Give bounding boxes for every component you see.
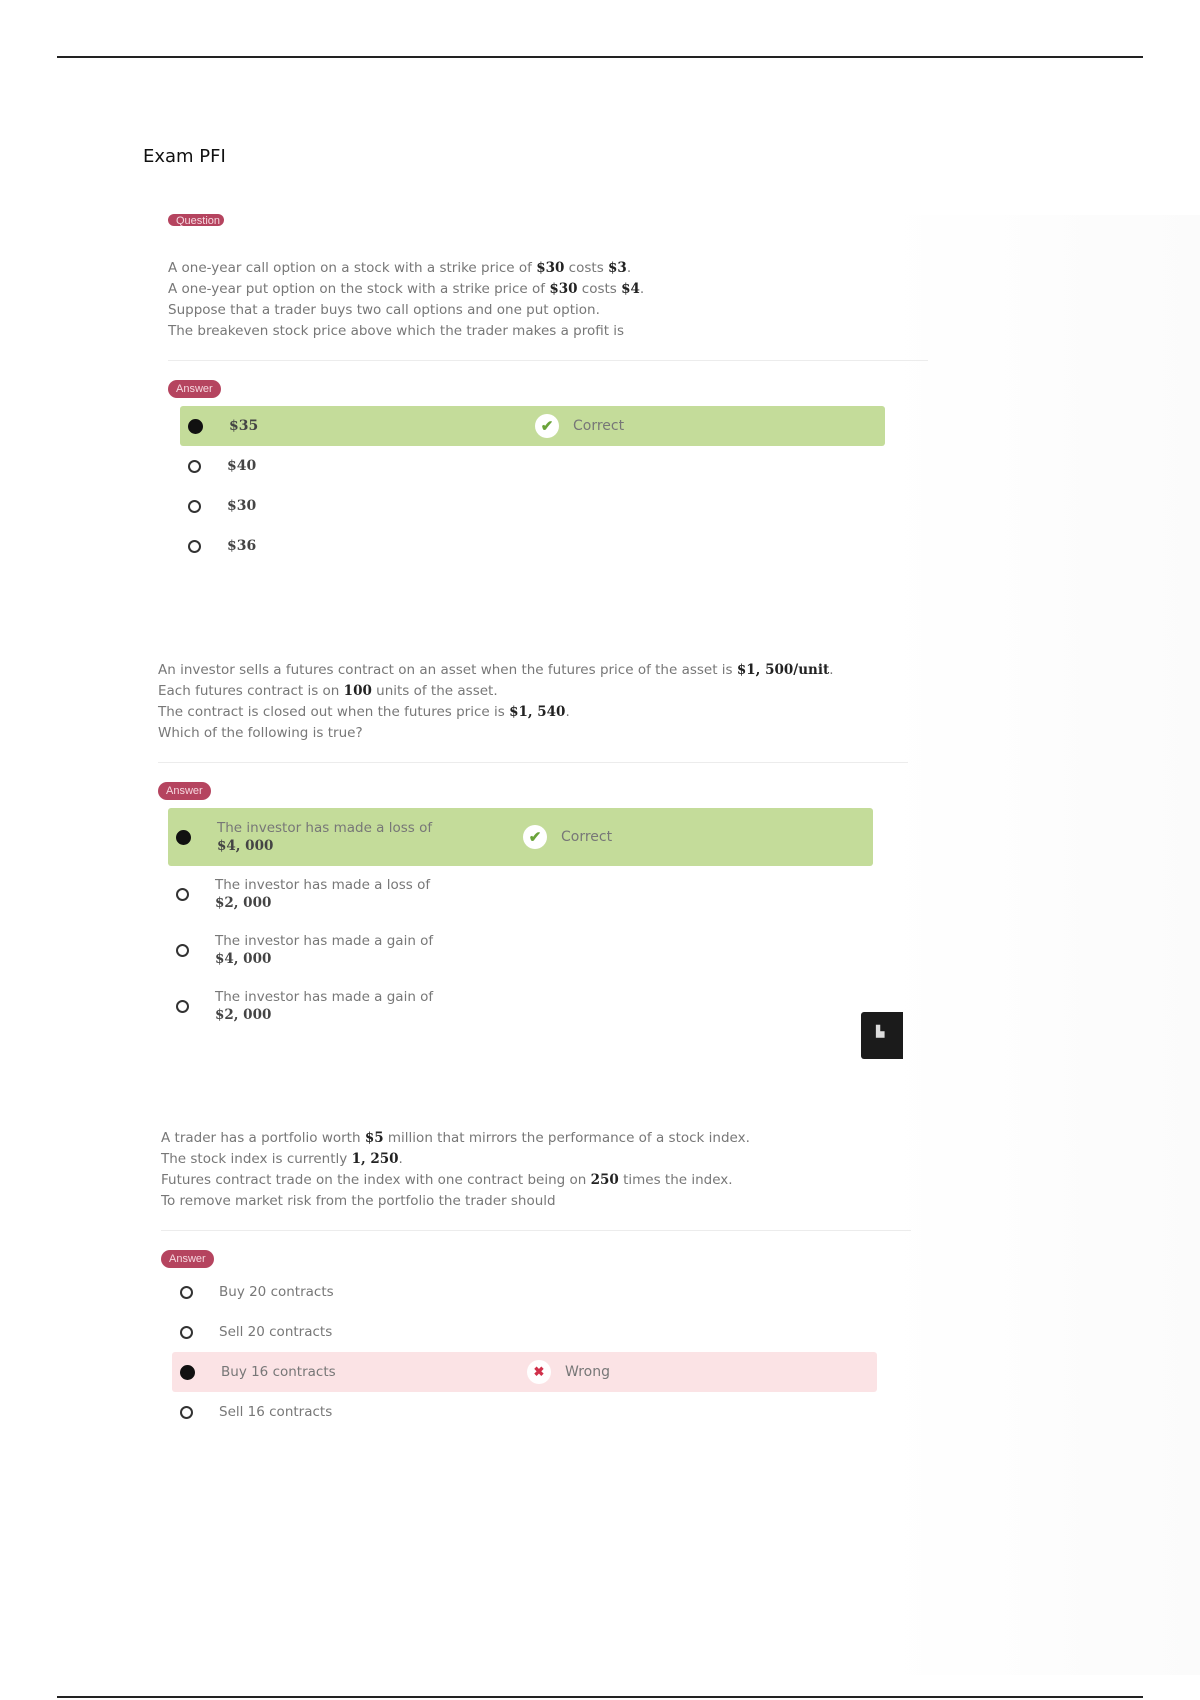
option-label: Sell 16 contracts: [219, 1404, 333, 1420]
divider: [161, 1230, 911, 1231]
prompt-line: To remove market risk from the portfolio the trader should: [161, 1193, 556, 1209]
option-label: The investor has made a loss of $2, 000: [215, 877, 431, 911]
answer-option-selected[interactable]: [180, 406, 885, 446]
option-label: Sell 20 contracts: [219, 1324, 333, 1340]
answer-list: [158, 808, 908, 1034]
option-label: Buy 20 contracts: [219, 1284, 334, 1300]
footer-rule: [57, 1696, 1143, 1698]
prompt-line: Each futures contract is on 100 units of the asset.: [158, 683, 498, 699]
check-circle-icon: ✔: [535, 414, 559, 438]
answer-option[interactable]: [168, 922, 873, 978]
answer-list: [161, 1272, 911, 1432]
divider: [168, 360, 928, 361]
answer-tag: Answer: [161, 1250, 214, 1268]
prompt-line: The contract is closed out when the futures price is $1, 540.: [158, 704, 570, 720]
radio-selected-icon[interactable]: [188, 419, 203, 434]
radio-icon[interactable]: [180, 1406, 193, 1419]
answer-list: [168, 406, 928, 566]
option-label: The investor has made a gain of $4, 000: [215, 933, 434, 967]
radio-icon[interactable]: [180, 1286, 193, 1299]
answer-option-selected[interactable]: [172, 1352, 877, 1392]
answer-tag: Answer: [168, 380, 221, 398]
radio-icon[interactable]: [176, 888, 189, 901]
document-title: Exam PFI: [143, 146, 226, 167]
option-label: The investor has made a loss of $4, 000: [217, 820, 433, 854]
question-1: [168, 215, 928, 566]
answer-option[interactable]: [172, 1272, 877, 1312]
prompt-line: The breakeven stock price above which the trader makes a profit is: [168, 323, 625, 339]
prompt-line: A one-year call option on a stock with a strike price of $30 costs $3.: [168, 260, 632, 276]
widget-icon[interactable]: ▙: [876, 1026, 885, 1038]
floating-widget[interactable]: [861, 1012, 903, 1059]
status-label: Wrong: [565, 1364, 610, 1380]
option-label: $36: [227, 538, 257, 554]
answer-option[interactable]: [168, 866, 873, 922]
prompt-line: Which of the following is true?: [158, 725, 363, 741]
header-rule: [57, 56, 1143, 58]
radio-icon[interactable]: [188, 540, 201, 553]
answer-option[interactable]: [180, 526, 885, 566]
radio-icon[interactable]: [176, 1000, 189, 1013]
prompt-line: A one-year put option on the stock with a strike price of $30 costs $4.: [168, 281, 645, 297]
option-label: The investor has made a gain of $2, 000: [215, 989, 434, 1023]
answer-tag: Answer: [158, 782, 211, 800]
option-label: Buy 16 contracts: [221, 1364, 336, 1380]
question-tag: Question: [168, 214, 224, 226]
status-label: Correct: [561, 829, 613, 845]
question-prompt: [161, 1128, 911, 1212]
question-3: [161, 1128, 911, 1432]
question-2: [158, 660, 908, 1034]
answer-option[interactable]: [172, 1392, 877, 1432]
radio-icon[interactable]: [176, 944, 189, 957]
prompt-line: An investor sells a futures contract on an asset when the futures price of the asset is $1, 500/unit.: [158, 662, 834, 678]
radio-icon[interactable]: [188, 500, 201, 513]
option-label: $30: [227, 498, 257, 514]
answer-option[interactable]: [168, 978, 873, 1034]
status-correct: [523, 825, 612, 849]
radio-selected-icon[interactable]: [176, 830, 191, 845]
answer-option[interactable]: [180, 486, 885, 526]
check-circle-icon: ✔: [523, 825, 547, 849]
prompt-line: Futures contract trade on the index with one contract being on 250 times the index.: [161, 1172, 733, 1188]
answer-option[interactable]: [172, 1312, 877, 1352]
answer-option-selected[interactable]: [168, 808, 873, 866]
prompt-line: Suppose that a trader buys two call options and one put option.: [168, 302, 600, 318]
radio-icon[interactable]: [180, 1326, 193, 1339]
divider: [158, 762, 908, 763]
option-label: $40: [227, 458, 257, 474]
status-wrong: [527, 1360, 610, 1384]
answer-option[interactable]: [180, 446, 885, 486]
question-prompt: [158, 660, 908, 744]
x-circle-icon: ✖: [527, 1360, 551, 1384]
prompt-line: The stock index is currently 1, 250.: [161, 1151, 403, 1167]
prompt-line: A trader has a portfolio worth $5 million that mirrors the performance of a stock index.: [161, 1130, 750, 1146]
radio-selected-icon[interactable]: [180, 1365, 195, 1380]
status-label: Correct: [573, 418, 625, 434]
radio-icon[interactable]: [188, 460, 201, 473]
option-label: $35: [229, 418, 259, 434]
status-correct: [535, 414, 624, 438]
question-prompt: [168, 222, 928, 342]
